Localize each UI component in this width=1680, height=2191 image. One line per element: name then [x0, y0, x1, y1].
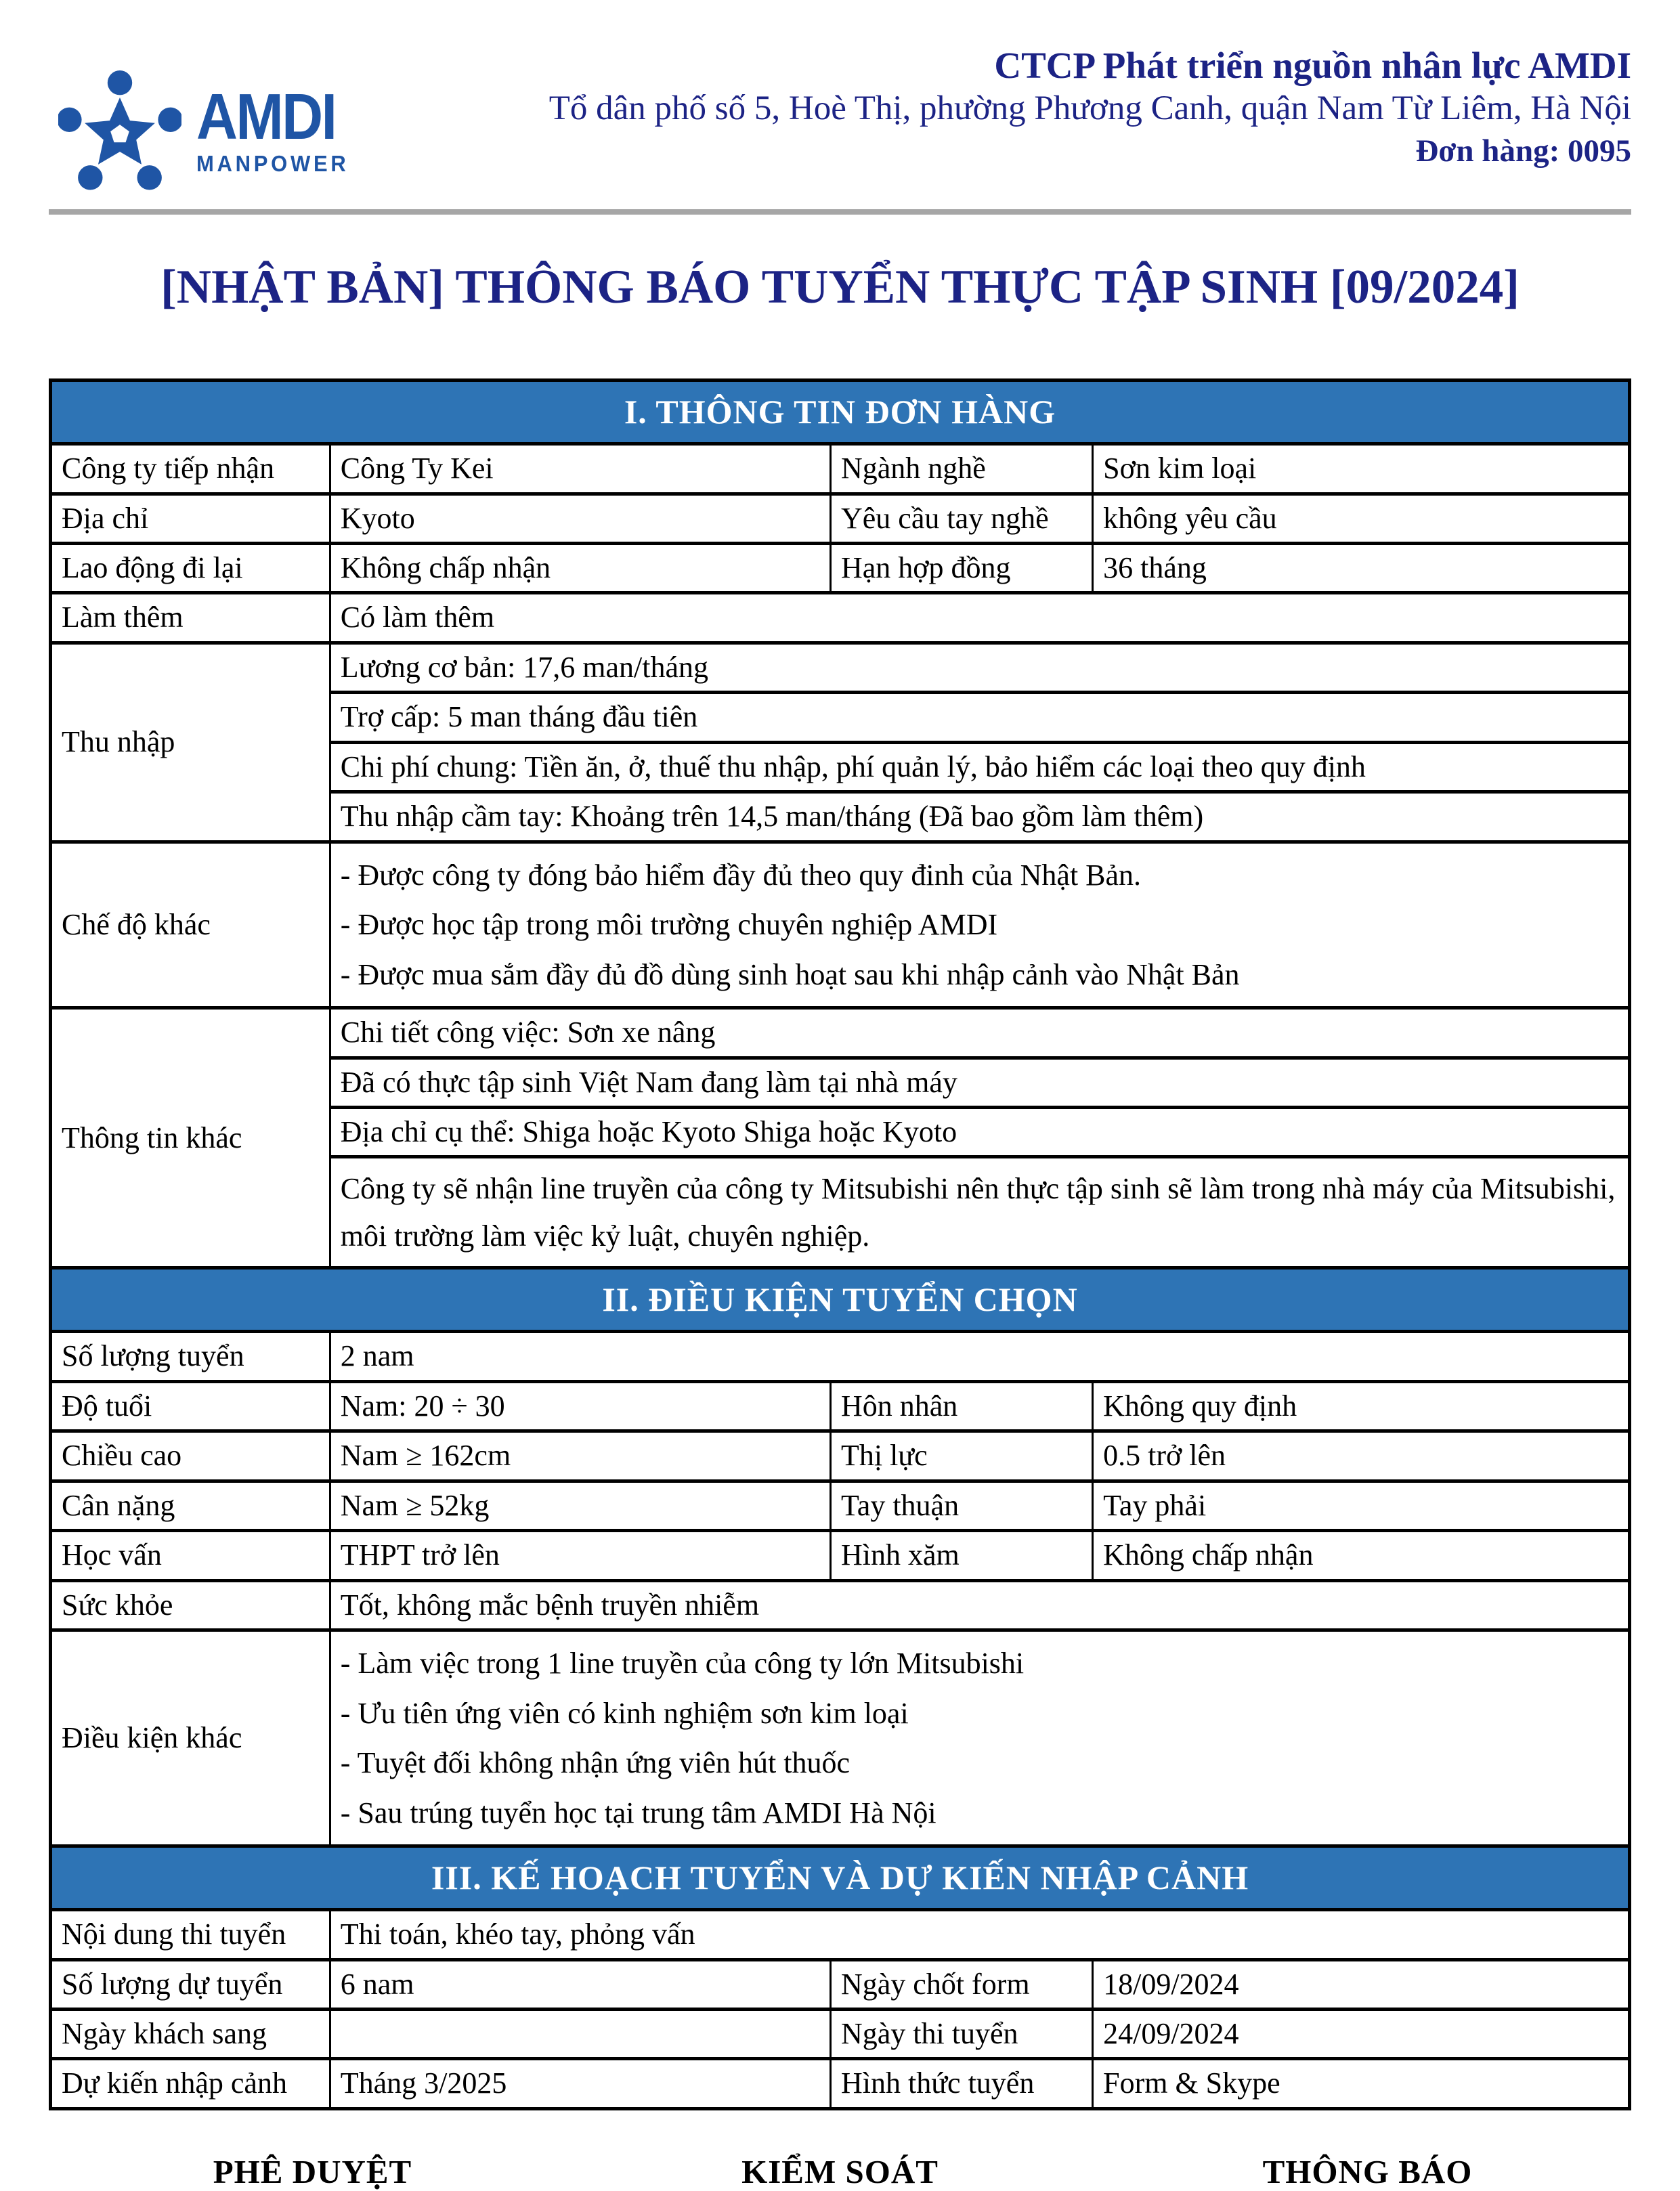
people-star-logo-icon [58, 69, 181, 195]
cell-label: Thu nhập [51, 643, 330, 842]
table-row [51, 842, 1630, 1008]
cell-value: 24/09/2024 [1093, 2010, 1630, 2059]
cell-value: Tay phải [1093, 1481, 1630, 1530]
footer-announce-label: THÔNG BÁO [1262, 2152, 1473, 2190]
cell-label: Dự kiến nhập cảnh [51, 2059, 330, 2108]
cell-label: Tay thuận [830, 1481, 1092, 1530]
table-row [51, 543, 1630, 592]
cell-label: Ngày chốt form [830, 1959, 1092, 2009]
table-row [51, 1910, 1630, 1959]
cell-value: Tốt, không mắc bệnh truyền nhiễm [330, 1580, 1629, 1630]
cell-value: Địa chỉ cụ thể: Shiga hoặc Kyoto Shiga hoặc Kyoto [330, 1108, 1629, 1157]
cell-label: Lao động đi lại [51, 543, 330, 592]
company-name: CTCP Phát triển nguồn nhân lực AMDI [994, 45, 1631, 86]
cell-label: Số lượng tuyển [51, 1332, 330, 1381]
section-3-header-row [51, 1846, 1630, 1910]
cell-value: Trợ cấp: 5 man tháng đầu tiên [330, 693, 1629, 742]
cell-value: Lương cơ bản: 17,6 man/tháng [330, 643, 1629, 692]
cell-label: Số lượng dự tuyển [51, 1959, 330, 2009]
bullet-line: - Được mua sắm đầy đủ đồ dùng sinh hoạt sau khi nhập cảnh vào Nhật Bản [340, 957, 1240, 991]
cell-value [330, 842, 1629, 1008]
cell-value: THPT trở lên [330, 1531, 830, 1580]
table-row [51, 1431, 1630, 1481]
table-row [51, 1332, 1630, 1381]
cell-value [330, 1630, 1629, 1846]
table-row [51, 593, 1630, 643]
cell-value: 36 tháng [1093, 543, 1630, 592]
section-2-header-row [51, 1268, 1630, 1332]
bullet-line: - Được công ty đóng bảo hiểm đầy đủ theo quy đinh của Nhật Bản. [340, 858, 1142, 892]
recruitment-table [49, 378, 1631, 2110]
footer-approve-label: PHÊ DUYỆT [213, 2152, 412, 2190]
cell-value: Nam ≥ 52kg [330, 1481, 830, 1530]
order-number: Đơn hàng: 0095 [1415, 133, 1631, 169]
table-row [51, 1381, 1630, 1431]
section-1-header-row [51, 381, 1630, 444]
cell-value: Công Ty Kei [330, 444, 830, 494]
cell-label: Ngày khách sang [51, 2010, 330, 2059]
cell-label: Ngày thi tuyển [830, 2010, 1092, 2059]
table-row [51, 1959, 1630, 2009]
signature-row [49, 2152, 1631, 2191]
cell-value: Form & Skype [1093, 2059, 1630, 2108]
cell-label: Địa chỉ [51, 494, 330, 543]
table-row [51, 444, 1630, 494]
cell-value: Kyoto [330, 494, 830, 543]
cell-value: Tháng 3/2025 [330, 2059, 830, 2108]
section-1-heading: I. THÔNG TIN ĐƠN HÀNG [51, 381, 1630, 444]
cell-value: không yêu cầu [1093, 494, 1630, 543]
logo-text [196, 80, 359, 177]
cell-value: Nam: 20 ÷ 30 [330, 1381, 830, 1431]
table-row [51, 494, 1630, 543]
table-row [51, 2010, 1630, 2059]
bullet-line: - Sau trúng tuyển học tại trung tâm AMDI Hà Nội [340, 1796, 936, 1829]
cell-label: Làm thêm [51, 593, 330, 643]
cell-value: Không chấp nhận [1093, 1531, 1630, 1580]
cell-label: Điều kiện khác [51, 1630, 330, 1846]
footer-control-label: KIỂM SOÁT [741, 2152, 939, 2190]
company-logo [58, 69, 359, 195]
header-divider [49, 209, 1631, 215]
cell-value: Nam ≥ 162cm [330, 1431, 830, 1481]
logo-subtext: MANPOWER [196, 151, 349, 177]
cell-value: 6 nam [330, 1959, 830, 2009]
cell-value: Sơn kim loại [1093, 444, 1630, 494]
company-address: Tổ dân phố số 5, Hoè Thị, phường Phương Canh, quận Nam Từ Liêm, Hà Nội [548, 89, 1631, 127]
cell-label: Thị lực [830, 1431, 1092, 1481]
page-title: [NHẬT BẢN] THÔNG BÁO TUYỂN THỰC TẬP SINH [09/2024] [160, 261, 1520, 313]
cell-label: Hôn nhân [830, 1381, 1092, 1431]
bullet-line: - Ưu tiên ứng viên có kinh nghiệm sơn kim loại [340, 1696, 909, 1730]
cell-label: Thông tin khác [51, 1008, 330, 1268]
cell-value [330, 2010, 830, 2059]
cell-label: Sức khỏe [51, 1580, 330, 1630]
table-row [51, 1008, 1630, 1058]
cell-value: Đã có thực tập sinh Việt Nam đang làm tại nhà máy [330, 1058, 1629, 1107]
cell-label: Công ty tiếp nhận [51, 444, 330, 494]
cell-value: Có làm thêm [330, 593, 1629, 643]
cell-value: Không quy định [1093, 1381, 1630, 1431]
cell-label: Chế độ khác [51, 842, 330, 1008]
table-row [51, 1481, 1630, 1530]
cell-label: Độ tuổi [51, 1381, 330, 1431]
section-2-heading: II. ĐIỀU KIỆN TUYỂN CHỌN [51, 1268, 1630, 1332]
bullet-line: - Tuyệt đối không nhận ứng viên hút thuốc [340, 1746, 850, 1780]
cell-value: Không chấp nhận [330, 543, 830, 592]
cell-label: Nội dung thi tuyển [51, 1910, 330, 1959]
cell-label: Hạn hợp đồng [830, 543, 1092, 592]
cell-value: Chi phí chung: Tiền ăn, ở, thuế thu nhập, phí quản lý, bảo hiểm các loại theo quy định [330, 742, 1629, 791]
letterhead-info [549, 34, 1631, 170]
cell-label: Chiều cao [51, 1431, 330, 1481]
cell-label: Cân nặng [51, 1481, 330, 1530]
cell-label: Hình thức tuyển [830, 2059, 1092, 2108]
cell-value: Chi tiết công việc: Sơn xe nâng [330, 1008, 1629, 1058]
logo-brand-text: AMDI [196, 80, 336, 153]
table-row [51, 1580, 1630, 1630]
cell-value: 2 nam [330, 1332, 1629, 1381]
table-row [51, 2059, 1630, 2108]
cell-label: Yêu cầu tay nghề [830, 494, 1092, 543]
bullet-line: - Làm việc trong 1 line truyền của công ty lớn Mitsubishi [340, 1647, 1025, 1680]
table-row [51, 1531, 1630, 1580]
table-row [51, 643, 1630, 692]
cell-label: Hình xăm [830, 1531, 1092, 1580]
table-row [51, 1630, 1630, 1846]
cell-value: 18/09/2024 [1093, 1959, 1630, 2009]
cell-value: Thu nhập cầm tay: Khoảng trên 14,5 man/tháng (Đã bao gồm làm thêm) [330, 792, 1629, 842]
cell-value: Công ty sẽ nhận line truyền của công ty Mitsubishi nên thực tập sinh sẽ làm trong nhà máy của Mitsubishi, môi trường làm việc kỷ luật, chuyên nghiệp. [330, 1157, 1629, 1268]
letterhead [49, 34, 1631, 200]
bullet-line: - Được học tập trong môi trường chuyên nghiệp AMDI [340, 908, 998, 942]
section-3-heading: III. KẾ HOẠCH TUYỂN VÀ DỰ KIẾN NHẬP CẢNH [51, 1846, 1630, 1910]
cell-label: Học vấn [51, 1531, 330, 1580]
cell-label: Ngành nghề [830, 444, 1092, 494]
cell-value: Thi toán, khéo tay, phỏng vấn [330, 1910, 1629, 1959]
cell-value: 0.5 trở lên [1093, 1431, 1630, 1481]
